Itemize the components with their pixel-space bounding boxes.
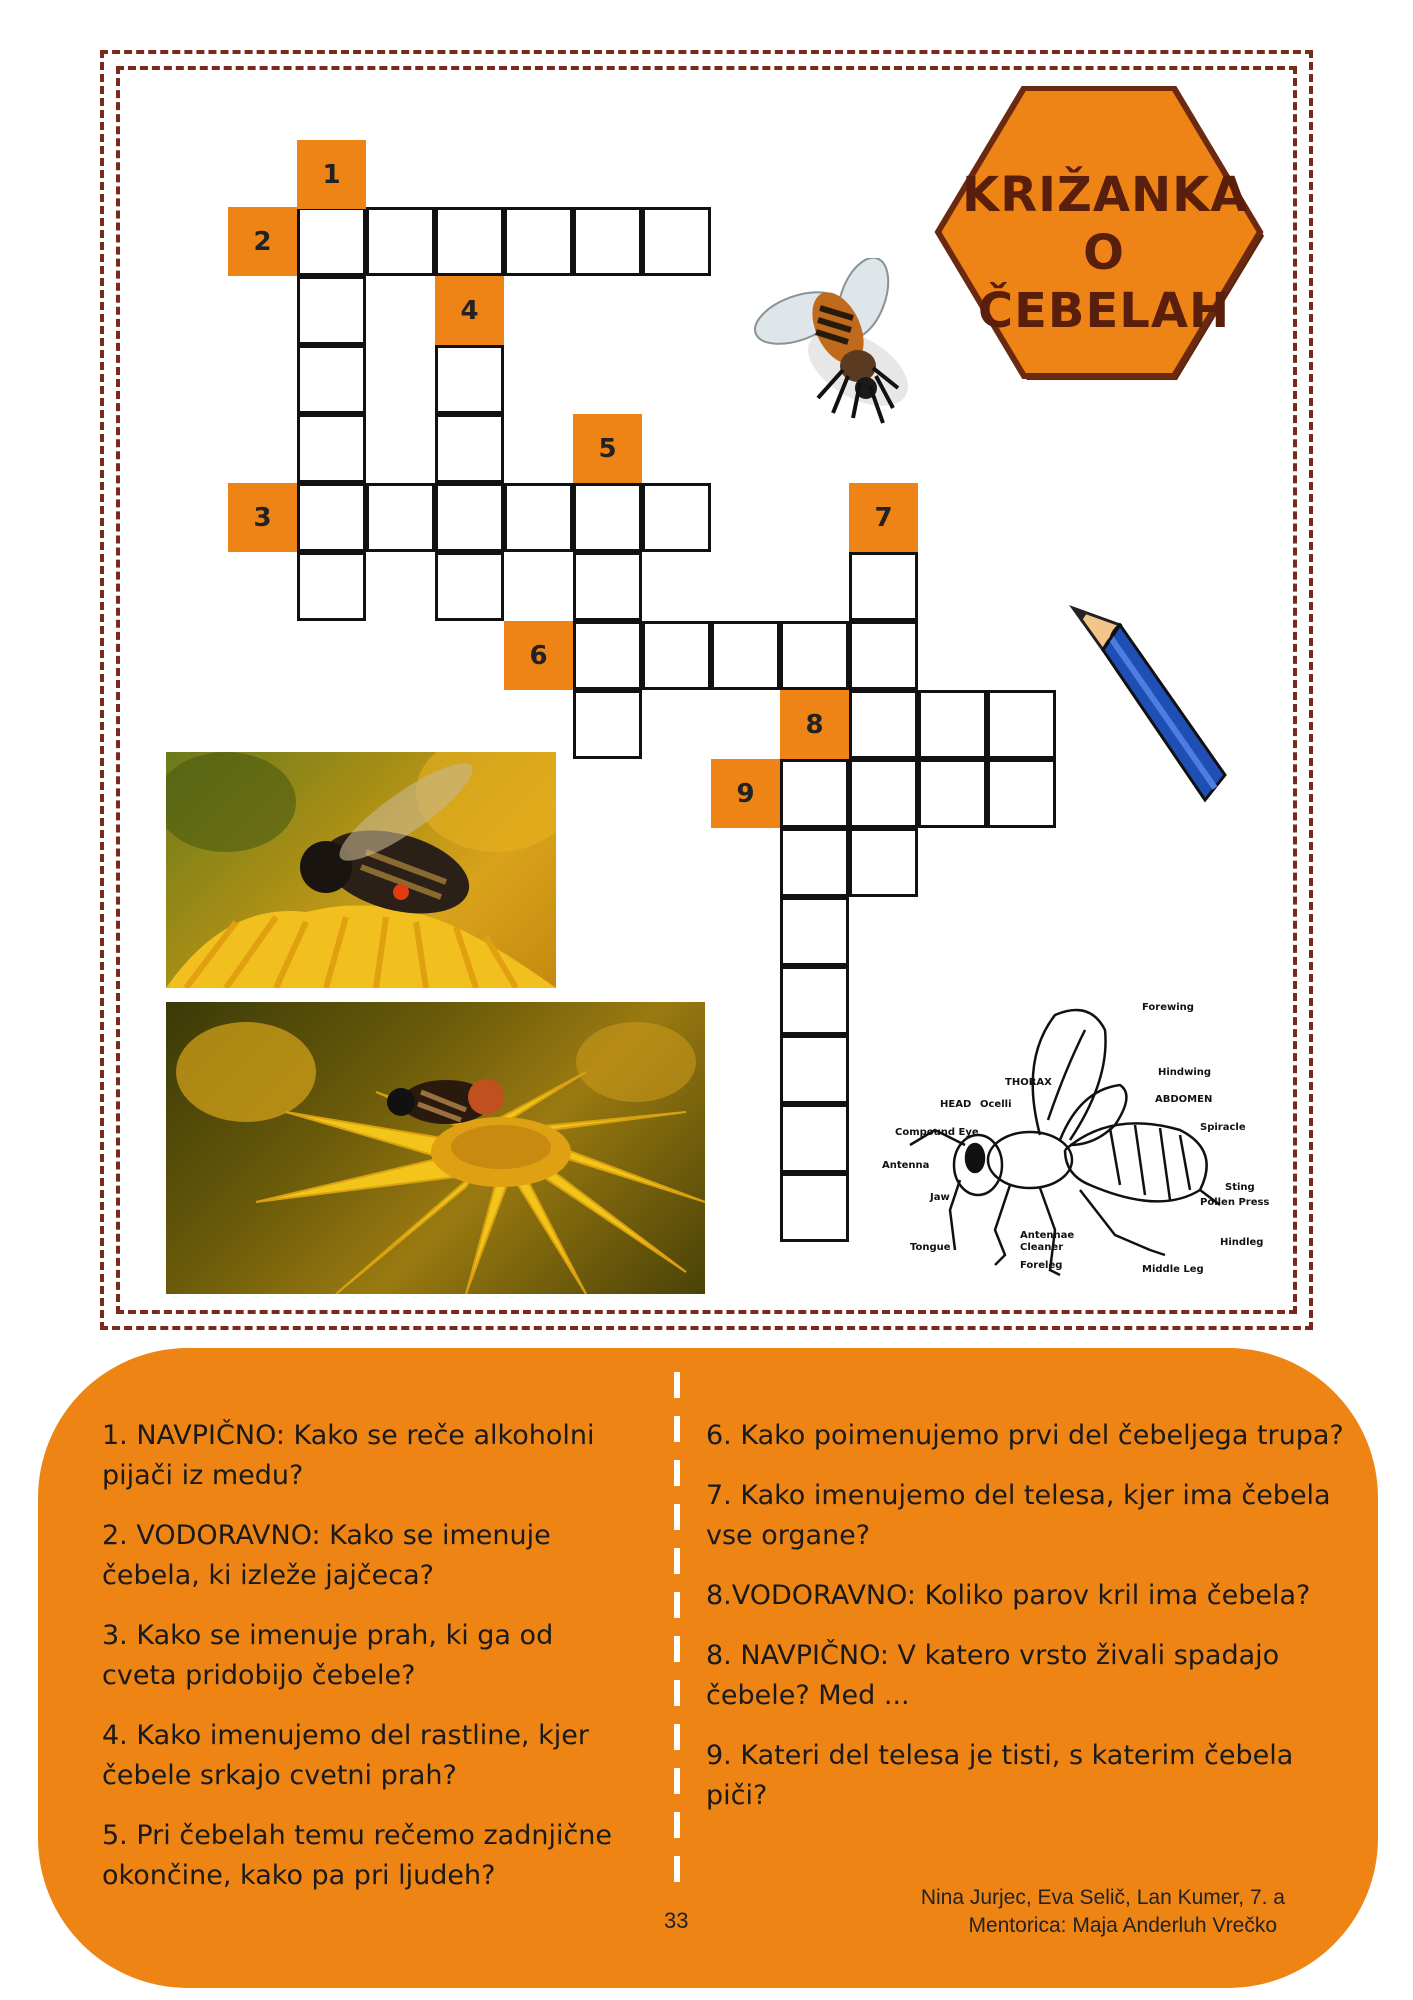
- label-pollen-press: Pollen Press: [1200, 1197, 1270, 1208]
- crossword-cell[interactable]: [780, 1173, 849, 1242]
- bee-illustration: [748, 258, 928, 438]
- clue-number: 9.: [706, 1740, 732, 1771]
- crossword-cell[interactable]: [849, 828, 918, 897]
- crossword-cell[interactable]: [573, 207, 642, 276]
- crossword-cell[interactable]: [780, 1104, 849, 1173]
- label-antenna: Antenna: [882, 1160, 930, 1171]
- crossword-cell[interactable]: [849, 759, 918, 828]
- clue-number-2: 2: [228, 207, 297, 276]
- crossword-cell[interactable]: [780, 1035, 849, 1104]
- crossword-cell[interactable]: [435, 483, 504, 552]
- crossword-cell[interactable]: [849, 552, 918, 621]
- crossword-cell[interactable]: [504, 207, 573, 276]
- crossword-cell[interactable]: [297, 483, 366, 552]
- label-foreleg: Foreleg: [1020, 1260, 1063, 1271]
- crossword-cell[interactable]: [297, 276, 366, 345]
- page-number: 33: [664, 1908, 689, 1933]
- clue-3: [102, 1616, 632, 1696]
- label-hindleg: Hindleg: [1220, 1237, 1264, 1248]
- crossword-cell[interactable]: [504, 483, 573, 552]
- clue-text: Kateri del telesa je tisti, s katerim čebela piči?: [706, 1740, 1294, 1811]
- crossword-cell[interactable]: [642, 483, 711, 552]
- clue-number-8: 8: [780, 690, 849, 759]
- clue-text: NAVPIČNO: V katero vrsto živali spadajo čebele? Med ...: [706, 1640, 1280, 1711]
- clue-6: [706, 1416, 1346, 1456]
- label-antennae-cleaner-1: Antennae: [1020, 1230, 1075, 1241]
- clue-text: Pri čebelah temu rečemo zadnjične okončine, kako pa pri ljudeh?: [102, 1820, 613, 1891]
- label-jaw: Jaw: [930, 1192, 950, 1203]
- clue-number: 3.: [102, 1620, 128, 1651]
- crossword-cell[interactable]: [297, 207, 366, 276]
- label-compound-eye: Compound Eye: [895, 1127, 979, 1138]
- clue-number-3: 3: [228, 483, 297, 552]
- clue-text: VODORAVNO: Kako se imenuje čebela, ki izleže jajčeca?: [102, 1520, 551, 1591]
- bee-anatomy-diagram: [880, 990, 1280, 1280]
- clue-text: Kako imenujemo del telesa, kjer ima čebela vse organe?: [706, 1480, 1331, 1551]
- crossword-cell[interactable]: [573, 621, 642, 690]
- label-middle-leg: Middle Leg: [1142, 1264, 1204, 1275]
- crossword-cell[interactable]: [780, 621, 849, 690]
- crossword-cell[interactable]: [780, 759, 849, 828]
- crossword-cell[interactable]: [987, 690, 1056, 759]
- crossword-cell[interactable]: [642, 207, 711, 276]
- label-abdomen: ABDOMEN: [1155, 1094, 1213, 1105]
- crossword-cell[interactable]: [918, 759, 987, 828]
- clue-number-9: 9: [711, 759, 780, 828]
- crossword-cell[interactable]: [987, 759, 1056, 828]
- crossword-cell[interactable]: [435, 345, 504, 414]
- clue-text: VODORAVNO: Koliko parov kril ima čebela?: [731, 1580, 1311, 1611]
- label-forewing: Forewing: [1142, 1002, 1194, 1013]
- crossword-cell[interactable]: [573, 552, 642, 621]
- clue-number: 5.: [102, 1820, 128, 1851]
- clue-text: NAVPIČNO: Kako se reče alkoholni pijači iz medu?: [102, 1420, 595, 1491]
- bee-on-dandelion-photo: [166, 752, 556, 988]
- clue-text: Kako imenujemo del rastline, kjer čebele srkajo cvetni prah?: [102, 1720, 589, 1791]
- title-line-2: O ČEBELAH: [977, 225, 1231, 339]
- bee-on-yellow-flower-photo: [166, 1002, 705, 1294]
- crossword-cell[interactable]: [366, 483, 435, 552]
- page-title: [962, 166, 1249, 340]
- mentor-credit: Mentorica: Maja Anderluh Vrečko: [968, 1914, 1277, 1937]
- clue-number: 8.: [706, 1640, 732, 1671]
- authors-credit: Nina Jurjec, Eva Selič, Lan Kumer, 7. a: [920, 1886, 1285, 1909]
- crossword-cell[interactable]: [780, 897, 849, 966]
- label-thorax: THORAX: [1005, 1077, 1052, 1088]
- crossword-cell[interactable]: [573, 483, 642, 552]
- clue-4: [102, 1716, 632, 1796]
- crossword-cell[interactable]: [435, 207, 504, 276]
- crossword-cell[interactable]: [780, 966, 849, 1035]
- clue-number-6: 6: [504, 621, 573, 690]
- crossword-cell[interactable]: [435, 552, 504, 621]
- clue-8-across: [706, 1576, 1346, 1616]
- clue-8-down: [706, 1636, 1346, 1716]
- label-ocelli: Ocelli: [980, 1099, 1012, 1110]
- clue-number-4: 4: [435, 276, 504, 345]
- crossword-cell[interactable]: [711, 621, 780, 690]
- clue-number: 8.: [706, 1580, 732, 1611]
- crossword-cell[interactable]: [642, 621, 711, 690]
- clues-divider: [674, 1372, 680, 1892]
- crossword-cell[interactable]: [849, 690, 918, 759]
- title-line-1: KRIŽANKA: [962, 167, 1249, 223]
- pencil-illustration: [1065, 600, 1235, 810]
- clue-text: Kako poimenujemo prvi del čebeljega trupa?: [740, 1420, 1344, 1451]
- clue-number-7: 7: [849, 483, 918, 552]
- clue-1: [102, 1416, 632, 1496]
- crossword-cell[interactable]: [918, 690, 987, 759]
- crossword-cell[interactable]: [573, 690, 642, 759]
- label-tongue: Tongue: [910, 1242, 951, 1253]
- clue-number-1: 1: [297, 140, 366, 209]
- label-sting: Sting: [1225, 1182, 1255, 1193]
- crossword-cell[interactable]: [297, 552, 366, 621]
- clue-2: [102, 1516, 632, 1596]
- crossword-cell[interactable]: [297, 414, 366, 483]
- clue-number: 2.: [102, 1520, 128, 1551]
- clue-number: 7.: [706, 1480, 732, 1511]
- clue-number: 1.: [102, 1420, 128, 1451]
- clue-number-5: 5: [573, 414, 642, 483]
- clue-9: [706, 1736, 1346, 1816]
- crossword-cell[interactable]: [297, 345, 366, 414]
- clue-number: 4.: [102, 1720, 128, 1751]
- crossword-cell[interactable]: [435, 414, 504, 483]
- clue-7: [706, 1476, 1346, 1556]
- label-head: HEAD: [940, 1099, 972, 1110]
- clue-number: 6.: [706, 1420, 732, 1451]
- label-spiracle: Spiracle: [1200, 1122, 1246, 1133]
- crossword-cell[interactable]: [780, 828, 849, 897]
- crossword-cell[interactable]: [366, 207, 435, 276]
- clue-text: Kako se imenuje prah, ki ga od cveta pridobijo čebele?: [102, 1620, 554, 1691]
- clue-5: [102, 1816, 632, 1896]
- label-hindwing: Hindwing: [1158, 1067, 1212, 1078]
- crossword-cell[interactable]: [849, 621, 918, 690]
- label-antennae-cleaner-2: Cleaner: [1020, 1242, 1064, 1253]
